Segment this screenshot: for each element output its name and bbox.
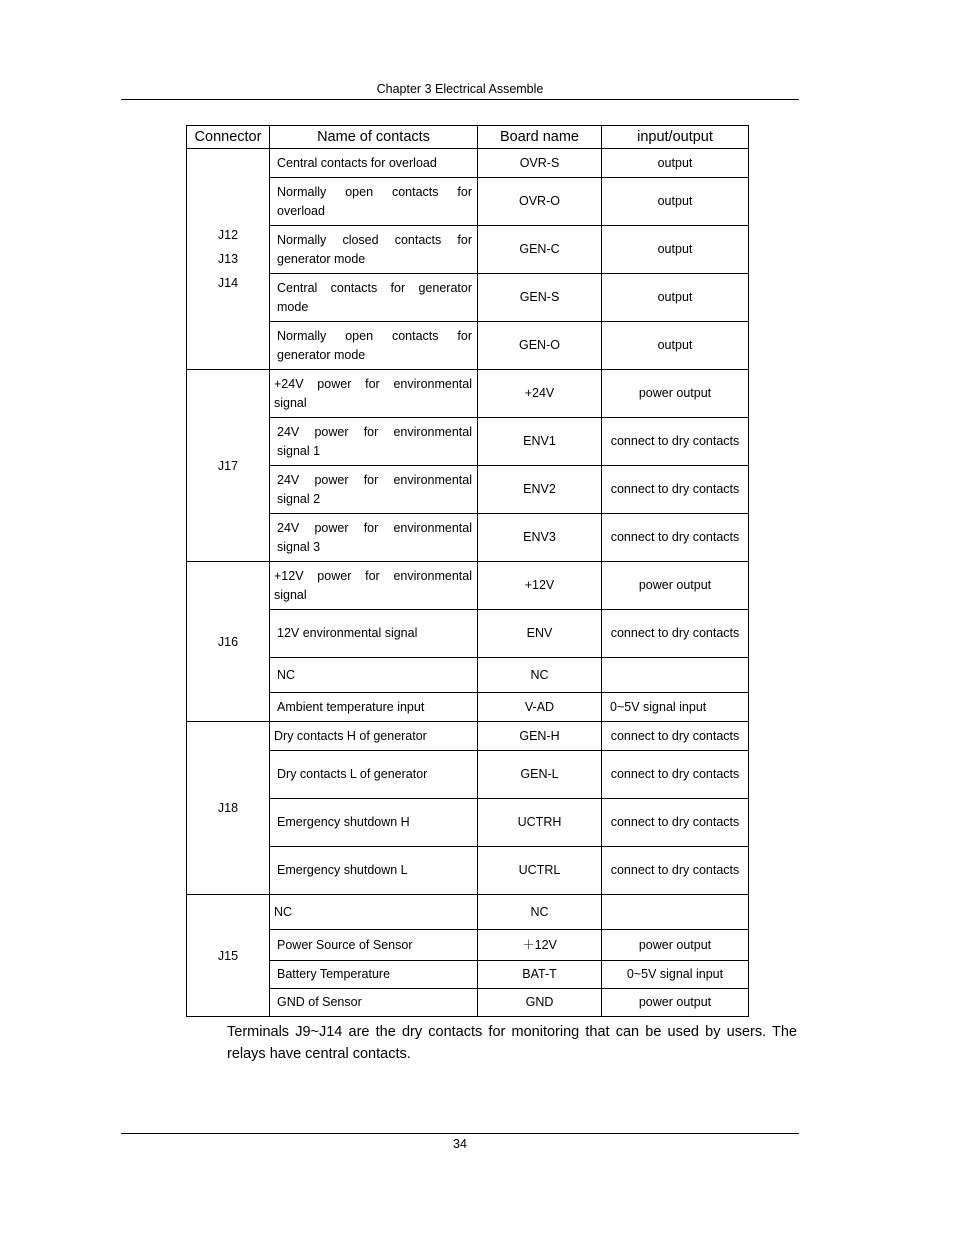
contact-name: Dry contacts H of generator <box>270 722 478 751</box>
table-row <box>187 149 749 178</box>
input-output: connect to dry contacts <box>602 847 749 895</box>
page-number: 34 <box>453 1137 467 1151</box>
contact-name: 24V power for environmental signal 1 <box>270 418 478 466</box>
board-name: ENV2 <box>478 466 602 514</box>
board-name: NC <box>478 895 602 930</box>
board-name: ENV3 <box>478 514 602 562</box>
table-row <box>187 418 749 466</box>
input-output: connect to dry contacts <box>602 722 749 751</box>
board-name: V-AD <box>478 693 602 722</box>
input-output: 0~5V signal input <box>602 693 749 722</box>
table-row <box>187 322 749 370</box>
contact-name: 24V power for environmental signal 3 <box>270 514 478 562</box>
board-name: UCTRH <box>478 799 602 847</box>
input-output: power output <box>602 370 749 418</box>
input-output: connect to dry contacts <box>602 751 749 799</box>
table-row <box>187 466 749 514</box>
table-row <box>187 989 749 1017</box>
input-output <box>602 895 749 930</box>
table-row <box>187 930 749 961</box>
header-name-of-contacts: Name of contacts <box>270 126 478 149</box>
contact-name: Central contacts for overload <box>270 149 478 178</box>
board-name: NC <box>478 658 602 693</box>
table-row <box>187 847 749 895</box>
table-row <box>187 370 749 418</box>
contact-name: Central contacts for generator mode <box>270 274 478 322</box>
header-rule <box>121 99 799 100</box>
contact-name: +12V power for environmental signal <box>270 562 478 610</box>
contact-name: Ambient temperature input <box>270 693 478 722</box>
input-output: connect to dry contacts <box>602 514 749 562</box>
connector-cell <box>187 562 270 722</box>
table-row <box>187 178 749 226</box>
connector-table <box>186 125 749 1017</box>
board-name: ＋12V <box>478 930 602 961</box>
table-row <box>187 693 749 722</box>
input-output: connect to dry contacts <box>602 466 749 514</box>
contact-name: Emergency shutdown L <box>270 847 478 895</box>
board-name: OVR-O <box>478 178 602 226</box>
input-output <box>602 658 749 693</box>
table-row <box>187 751 749 799</box>
header-input-output: input/output <box>602 126 749 149</box>
contact-name: Normally open contacts for overload <box>270 178 478 226</box>
input-output: power output <box>602 562 749 610</box>
board-name: UCTRL <box>478 847 602 895</box>
connector-label: J17 <box>217 458 239 473</box>
board-name: ENV <box>478 610 602 658</box>
table-header-row <box>187 126 749 149</box>
connector-label: J15 <box>217 948 239 963</box>
input-output: power output <box>602 930 749 961</box>
table-row <box>187 895 749 930</box>
contact-name: Normally open contacts for generator mode <box>270 322 478 370</box>
connector-label: J13 <box>217 252 239 266</box>
header-connector: Connector <box>187 126 270 149</box>
table-row <box>187 961 749 989</box>
input-output: output <box>602 149 749 178</box>
table-row <box>187 562 749 610</box>
table-row <box>187 514 749 562</box>
connector-cell <box>187 722 270 895</box>
body-paragraph: Terminals J9~J14 are the dry contacts for monitoring that can be used by users. The relays have central contacts. <box>227 1024 797 1062</box>
connector-label: J12 <box>217 228 239 242</box>
contact-name: GND of Sensor <box>270 989 478 1017</box>
input-output: output <box>602 274 749 322</box>
page-header: Chapter 3 Electrical Assemble <box>376 82 544 96</box>
table-row <box>187 226 749 274</box>
board-name: BAT-T <box>478 961 602 989</box>
contact-name: NC <box>270 895 478 930</box>
input-output: connect to dry contacts <box>602 418 749 466</box>
contact-name: Battery Temperature <box>270 961 478 989</box>
table-row <box>187 722 749 751</box>
connector-cell <box>187 370 270 562</box>
table-row <box>187 658 749 693</box>
input-output: power output <box>602 989 749 1017</box>
contact-name: +24V power for environmental signal <box>270 370 478 418</box>
connector-label: J18 <box>217 801 239 815</box>
contact-name: 12V environmental signal <box>270 610 478 658</box>
board-name: GEN-C <box>478 226 602 274</box>
header-board-name: Board name <box>478 126 602 149</box>
table-row <box>187 610 749 658</box>
board-name: GEN-O <box>478 322 602 370</box>
contact-name: Dry contacts L of generator <box>270 751 478 799</box>
board-name: GEN-L <box>478 751 602 799</box>
input-output: connect to dry contacts <box>602 610 749 658</box>
connector-label: J16 <box>217 634 239 649</box>
input-output: output <box>602 322 749 370</box>
table-row <box>187 799 749 847</box>
connector-label: J14 <box>217 276 239 290</box>
board-name: OVR-S <box>478 149 602 178</box>
table-row <box>187 274 749 322</box>
input-output: connect to dry contacts <box>602 799 749 847</box>
contact-name: NC <box>270 658 478 693</box>
input-output: 0~5V signal input <box>602 961 749 989</box>
footer-rule <box>121 1133 799 1134</box>
contact-name: 24V power for environmental signal 2 <box>270 466 478 514</box>
input-output: output <box>602 226 749 274</box>
contact-name: Power Source of Sensor <box>270 930 478 961</box>
board-name: GND <box>478 989 602 1017</box>
board-name: +12V <box>478 562 602 610</box>
contact-name: Normally closed contacts for generator mode <box>270 226 478 274</box>
connector-cell <box>187 149 270 370</box>
connector-cell <box>187 895 270 1017</box>
board-name: +24V <box>478 370 602 418</box>
board-name: ENV1 <box>478 418 602 466</box>
contact-name: Emergency shutdown H <box>270 799 478 847</box>
input-output: output <box>602 178 749 226</box>
board-name: GEN-H <box>478 722 602 751</box>
board-name: GEN-S <box>478 274 602 322</box>
